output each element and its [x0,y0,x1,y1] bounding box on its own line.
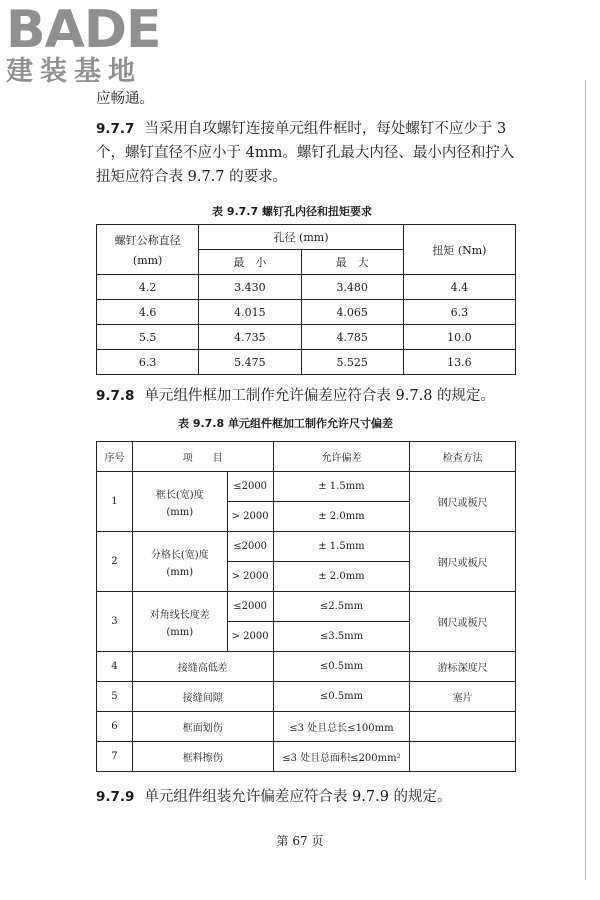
table-row [97,652,516,682]
header-method: 检查方法 [410,442,516,472]
watermark-logo [6,0,176,89]
cell-item: 接缝高低差 [132,652,273,682]
cell-item [132,532,227,592]
item-unit: (mm) [166,566,194,578]
table-row [97,472,516,502]
cell-diameter: 6.3 [97,350,199,375]
header-max: 最 大 [301,250,403,275]
cell-condition: > 2000 [227,562,273,592]
clause-text: 当采用自攻螺钉连接单元组件框时，每处螺钉不应少于 3 [144,121,507,137]
header-diameter [97,225,199,275]
table-978 [96,441,516,772]
header-torque: 扭矩 (Nm) [403,225,515,275]
cell-tolerance: ≤0.5mm [273,652,410,682]
item-name: 框长(宽)度 [155,489,204,501]
cell-seq: 2 [97,532,133,592]
cell-tolerance: ≤3.5mm [273,622,410,652]
header-min: 最 小 [199,250,301,275]
cell-tolerance: ≤0.5mm [273,682,410,712]
cell-tolerance: ± 2.0mm [273,502,410,532]
item-name: 分格长(宽)度 [150,549,209,561]
cell-item: 接缝间隙 [132,682,273,712]
cell-method: 钢尺或板尺 [410,472,516,532]
cell-method: 钢尺或板尺 [410,592,516,652]
header-seq: 序号 [97,442,133,472]
table-row [97,325,516,350]
cell-diameter: 4.6 [97,300,199,325]
table-row [97,300,516,325]
table-977 [96,224,516,375]
header-hole: 孔径 (mm) [199,225,404,250]
clause-number: 9.7.7 [96,121,135,137]
cell-item [132,472,227,532]
cell-seq: 1 [97,472,133,532]
header-item: 项 目 [132,442,273,472]
cell-min: 4.735 [199,325,301,350]
cell-torque: 4.4 [403,275,515,300]
cell-seq: 6 [97,712,133,742]
cell-torque: 10.0 [403,325,515,350]
item-name: 对角线长度差 [149,609,210,621]
text-line-continuation: 应畅通。 [96,91,154,107]
table-row [97,682,516,712]
clause-text: 单元组件组装允许偏差应符合表 9.7.9 的规定。 [144,789,452,805]
clause-9-7-9 [96,786,452,808]
table-row [97,532,516,562]
cell-seq: 5 [97,682,133,712]
clause-9-7-7-line1 [96,118,506,140]
cell-condition: ≤2000 [227,532,273,562]
item-unit: (mm) [166,626,194,638]
cell-method: 游标深度尺 [410,652,516,682]
cell-condition: > 2000 [227,502,273,532]
clause-number: 9.7.8 [96,388,135,404]
cell-tolerance: ± 2.0mm [273,562,410,592]
clause-9-7-8 [96,385,495,407]
cell-method: 塞片 [410,682,516,712]
cell-item: 框料擦伤 [132,742,273,772]
cell-seq: 7 [97,742,133,772]
cell-min: 4.015 [199,300,301,325]
item-unit: (mm) [166,506,194,518]
cell-tolerance: ≤3 处且总面积≤200mm² [273,742,410,772]
header-diameter-label: 螺钉公称直径 [114,234,181,247]
cell-tolerance: ≤3 处且总长≤100mm [273,712,410,742]
cell-min: 3.430 [199,275,301,300]
cell-tolerance: ≤2.5mm [273,592,410,622]
table-row [97,742,516,772]
page-edge-rule [585,80,586,880]
clause-9-7-7-line2: 个，螺钉直径不应小于 4mm。螺钉孔最大内径、最小内径和拧入 [96,145,515,161]
cell-condition: ≤2000 [227,592,273,622]
table-row [97,350,516,375]
page-number: 第 67 页 [276,834,324,848]
cell-tolerance: ± 1.5mm [273,532,410,562]
table-row [97,592,516,622]
clause-number: 9.7.9 [96,789,135,805]
table-row [97,712,516,742]
cell-method [410,712,516,742]
cell-max: 3.480 [301,275,403,300]
table-977-caption: 表 9.7.7 螺钉孔内径和扭矩要求 [212,205,372,218]
cell-item [132,592,227,652]
logo-text-cn: 建装基地 [6,56,142,87]
cell-item: 框面划伤 [132,712,273,742]
cell-min: 5.475 [199,350,301,375]
logo-text-en: BADE [6,0,161,60]
cell-max: 5.525 [301,350,403,375]
cell-method [410,742,516,772]
cell-method: 钢尺或板尺 [410,532,516,592]
cell-torque: 6.3 [403,300,515,325]
clause-text: 单元组件框加工制作允许偏差应符合表 9.7.8 的规定。 [144,388,496,404]
cell-seq: 3 [97,592,133,652]
cell-max: 4.065 [301,300,403,325]
table-row [97,275,516,300]
cell-torque: 13.6 [403,350,515,375]
table-978-caption: 表 9.7.8 单元组件框加工制作允许尺寸偏差 [178,417,393,430]
cell-diameter: 4.2 [97,275,199,300]
cell-condition: ≤2000 [227,472,273,502]
cell-seq: 4 [97,652,133,682]
header-diameter-unit: (mm) [132,254,163,267]
header-tolerance: 允许偏差 [273,442,410,472]
clause-9-7-7-line3: 扭矩应符合表 9.7.7 的要求。 [96,169,288,185]
cell-tolerance: ± 1.5mm [273,472,410,502]
cell-condition: > 2000 [227,622,273,652]
cell-diameter: 5.5 [97,325,199,350]
cell-max: 4.785 [301,325,403,350]
